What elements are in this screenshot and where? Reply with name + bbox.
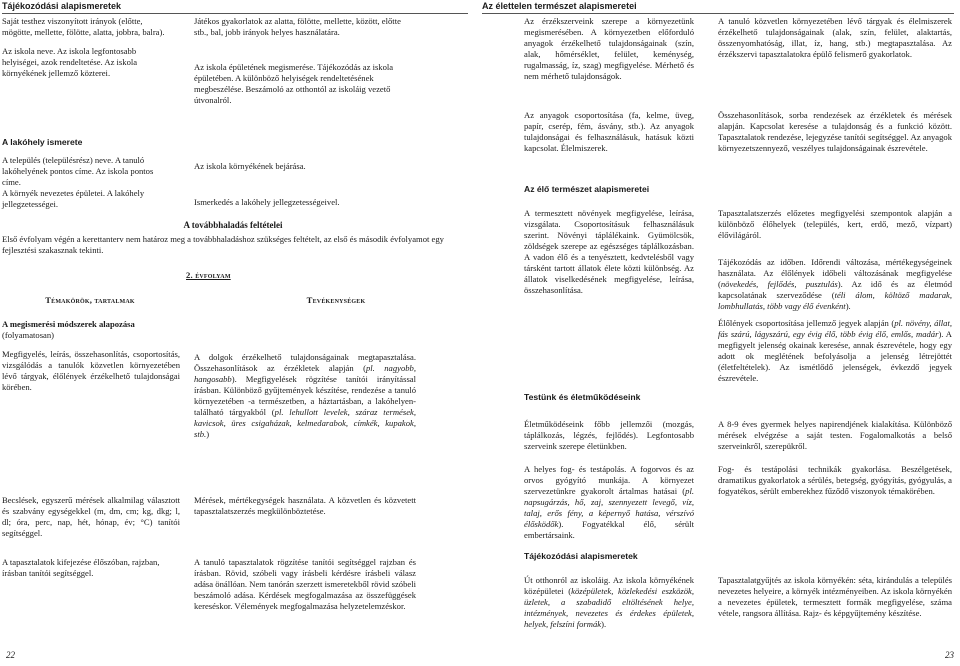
- paragraph: A környék nevezetes épületei. A lakóhely jellegzetességei.: [2, 188, 145, 209]
- text-span: ).: [601, 619, 607, 629]
- left-col2-top-a: [194, 16, 408, 38]
- right-col1-a: Az érzékszerveink szerepe a környezetünk megismerésében. A környezetben előforduló anyagok érzékelhető tulajdonságainak (szín, alak, hőmérséklet, felület, keménység, rugalmasság, íz, szag) megfigyelése. Mérhető és nem mérhető tulajdonságok.: [524, 16, 694, 81]
- text-span-italic: középületek, közlekedési eszközök, üzletek, a szabadidő eltöltésének helye, intézmények, nevezetes és érdekes épületek, helyek, felszíni formák: [524, 586, 694, 629]
- progression-heading: A továbbhaladás feltételei: [183, 220, 283, 230]
- text-span-italic: téli álom, költöző madarak, lombhullatás, több vagy élő évenként: [718, 290, 952, 311]
- left-col2-top-c: [194, 161, 408, 172]
- left-col2-lower-a: [194, 352, 416, 440]
- right-col2-e: [718, 318, 952, 384]
- text-span: A helyes fog- és testápolás. A fogorvos és az orvos gyógyító munkája. A környezet szervezetünkre gyakorolt ártalmas hatásai (: [524, 464, 694, 496]
- left-col1-lower-c: A tapasztalatok kifejezése élőszóban, rajzban, írásban tanítói segítséggel.: [2, 557, 160, 578]
- table-head-activities: Tevékenységek: [306, 295, 366, 305]
- paragraph: Az iskola épületének megismerése. Tájékozódás az iskola épületében. A különböző helyiségek rendeltetésének megbeszélése. Beszámoló az otthontól az iskoláig vezető útvonalról.: [194, 62, 394, 105]
- paragraph: Játékos gyakorlatok az alatta, fölötte, mellette, között, előtte stb., bal, jobb irányok helyes használatára.: [194, 16, 401, 37]
- text-span: A dolgok érzékelhető tulajdonságainak megtapasztalása. Összehasonlítások az érzékletek alapján (: [194, 352, 416, 373]
- left-col2-top-d: [194, 197, 408, 208]
- paragraph: Ismerkedés a lakóhely jellegzetességeivel.: [194, 197, 340, 207]
- page-number-right: 23: [945, 650, 954, 661]
- right-col2-d: [718, 257, 952, 312]
- grade-heading: 2. évfolyam: [186, 270, 231, 280]
- right-col1-b: Az anyagok csoportosítása (fa, kelme, üveg, papír, cserép, fém, ásvány, stb.). Az anyagok tulajdonságai és felhasználásuk, hatásuk közti kapcsolat. Élelmiszerek.: [524, 110, 694, 153]
- running-head-right: Az élettelen természet alapismeretei: [482, 0, 954, 14]
- right-col1-c: A termesztett növények megfigyelése, leírása, vizsgálata. Csoportosításuk felhasználásuk szerint. Növényi táplálékaink. Gyümölcsök, zöldségek szerepe az egészséges táplálkozásban. A vadon élő és a tenyésztett, kedvtelésből vagy társként tartott állatok élete közti különbség. Az állatok viselkedésének megfigyelése, leírása, összehasonlítása.: [524, 208, 694, 295]
- paragraph: Az iskola környékének bejárása.: [194, 161, 306, 171]
- section-heading-lakohely: A lakóhely ismerete: [2, 137, 83, 147]
- left-col1-mid: [2, 155, 170, 210]
- right-col2-c: Tapasztalatszerzés előzetes megfigyelési szempontok alapján a különböző élőhelyek (település, kert, erdő, mező, vízpart) élővilágáról.: [718, 208, 952, 240]
- right-col1-f: [524, 575, 694, 630]
- left-col1-lower-a: Megfigyelés, leírás, összehasonlítás, csoportosítás, vizsgálódás a tanulók közvetlen környezetében lévő tárgyak, élőlények érzékelhető tulajdonságai körében.: [2, 349, 180, 392]
- text-span: ). Fogyatékkal élő, sérült embertársaink.: [524, 519, 694, 540]
- left-col1-lower-b: Becslések, egyszerű mérések alkalmilag választott és szabvány egységekkel (m, dm, cm; kg, dkg; l, dl; óra, perc, nap, hét, hónap, év; °C) tanítói segítséggel.: [2, 495, 180, 538]
- right-col2-h: Tapasztalatgyűjtés az iskola környékén: séta, kirándulás a település nevezetes helyeire, a környék intézményeiben. Az iskola környékén a nevezetes épületek, termesztett formák megfigyelése, száma vétele, rangsora állítása. Rajz- és képgyűjtemény készítése.: [718, 575, 952, 618]
- table-head-topics: Témakörök, tartalmak: [45, 295, 135, 305]
- left-col1-top: [2, 16, 170, 79]
- right-page: [480, 0, 960, 666]
- text-span: Élőlények csoportosítása jellemző jegyek alapján (: [718, 318, 895, 328]
- paragraph: A település (településrész) neve. A tanuló lakóhelyének pontos címe. Az iskola pontos címe.: [2, 155, 154, 187]
- section-heading-orientation: Tájékozódási alapismeretek: [524, 551, 638, 561]
- section-subheading: (folyamatosan): [2, 330, 55, 340]
- running-head-left: Tájékozódási alapismeretek: [2, 0, 468, 14]
- text-span-italic: pl. növény, állat, fás szárú, lágyszárú, egy évig élő, több évig élő, emlős, madár: [718, 318, 952, 339]
- text-span-italic: pl. lehullott levelek, száraz termések, kavicsok, üres csigaházak, kelmedarabok, címkék, kupakok, stb.: [194, 407, 416, 439]
- right-col2-a: A tanuló közvetlen környezetében lévő tárgyak és élelmiszerek érzékelhető tulajdonságainak (alak, szín, felület, alaktartás, összenyomhatóság, illat, íz, hang, stb.) megtapasztalása. Az érzékszervi tapasztalatokra épülő felismerő gyakorlatok.: [718, 16, 952, 59]
- left-col2-lower-b: Mérések, mértékegységek használata. A közvetlen és közvetett tapasztalatszerzés megkülönböztetése.: [194, 495, 416, 516]
- text-span-italic: pl. napsugárzás, hő, zaj, szennyezett levegő, víz, talaj, erős fény, a képernyő hatása, vérszívó élősködők: [524, 486, 694, 529]
- right-col2-f: A 8-9 éves gyermek helyes napirendjének kialakítása. Különböző mérések elvégzése a saját testen. Fogalomalkotás a belső szerveinkről, szerepükről.: [718, 419, 952, 451]
- text-span: ). A megfigyelt jelenség okainak keresése, annak észrevétele, hogy egy adott ok meglétének befolyásolja a jelenség létrejöttét (életfeltételek). Az ismétlődő jelenségek, évkezdő jegyek észrevétele.: [718, 329, 953, 383]
- right-col1-e: [524, 464, 694, 541]
- section-heading-methods: A megismerési módszerek alapozása: [2, 319, 135, 329]
- section-heading-body: Testünk és életműködéseink: [524, 392, 641, 402]
- text-span-italic: növekedés, fejlődés, pusztulás: [720, 279, 838, 289]
- text-span: ). Az idő és az életmód kapcsolatának szerveződése (: [718, 279, 952, 300]
- paragraph: Saját testhez viszonyított irányok (előtte, mögötte, mellette, fölötte, alatta, jobbra, balra).: [2, 16, 165, 37]
- left-col2-lower-c: A tanuló tapasztalatok rögzítése tanítói segítséggel rajzban és írásban. Rövid, szóbeli vagy írásbeli kérdésre írásbeli válasz adása önállóan. Nem tanórán szerzett ismeretekből rövid szóbeli beszámoló adása. Kérdések megfogalmazása az összefüggések kereséskor. Vélemények megfogalmazása helyzetelemzéskor.: [194, 557, 416, 611]
- right-col2-g: Fog- és testápolási technikák gyakorlása. Beszélgetések, dramatikus gyakorlatok a sérülés, betegség, gyógyítás, gyógyulás, a fogyatékos, sérült emberekhez fűződő viszonyok témakörében.: [718, 464, 952, 496]
- text-span: ): [206, 429, 210, 439]
- text-span: ). Megfigyelések rögzítése tanítói irányítással írásban. Különböző gyűjtemények készítése, rendezése a tanuló környezetében -a természetben, a háztartásban, a lakóhelyen- található tárgyakból (: [194, 374, 416, 417]
- page-number-left: 22: [6, 650, 15, 661]
- paragraph: Az iskola neve. Az iskola legfontosabb helyiségei, azok rendeltetése. Az iskola környékének jellemző közterei.: [2, 46, 138, 78]
- right-col2-b: Összehasonlítások, sorba rendezések az érzékletek és mérések alapján. Kapcsolat keresése a tulajdonság és a funkció között. Tapasztalatok rendezése, lejegyzése tanítói segítséggel. Az anyagok környezetszennyező, veszélyes tulajdonságainak észrevétele.: [718, 110, 952, 153]
- section-methods: [2, 319, 180, 341]
- text-span: Tájékozódás az időben. Időrendi változása, mértékegységeinek használata. Az élőlények időbeli változásának megfigyelése (: [718, 257, 952, 289]
- text-span: Út otthonról az iskoláig. Az iskola környékének középületei (: [524, 575, 694, 596]
- text-span-italic: pl. nagyobb, hangosabb: [194, 363, 416, 384]
- right-col1-d: Életműködéseink főbb jellemzői (mozgás, táplálkozás, légzés, fejlődés). Legfontosabb szerveink szerepe életünkben.: [524, 419, 694, 451]
- left-col2-top-b: [194, 62, 416, 106]
- text-span: ).: [845, 301, 851, 311]
- section-heading-living: Az élő természet alapismeretei: [524, 184, 650, 194]
- progression-text: Első évfolyam végén a kerettanterv nem határoz meg a továbbhaladáshoz szükséges feltételt, az első és második évfolyamot egy fejlesztési szakasznak tekinti.: [2, 234, 444, 255]
